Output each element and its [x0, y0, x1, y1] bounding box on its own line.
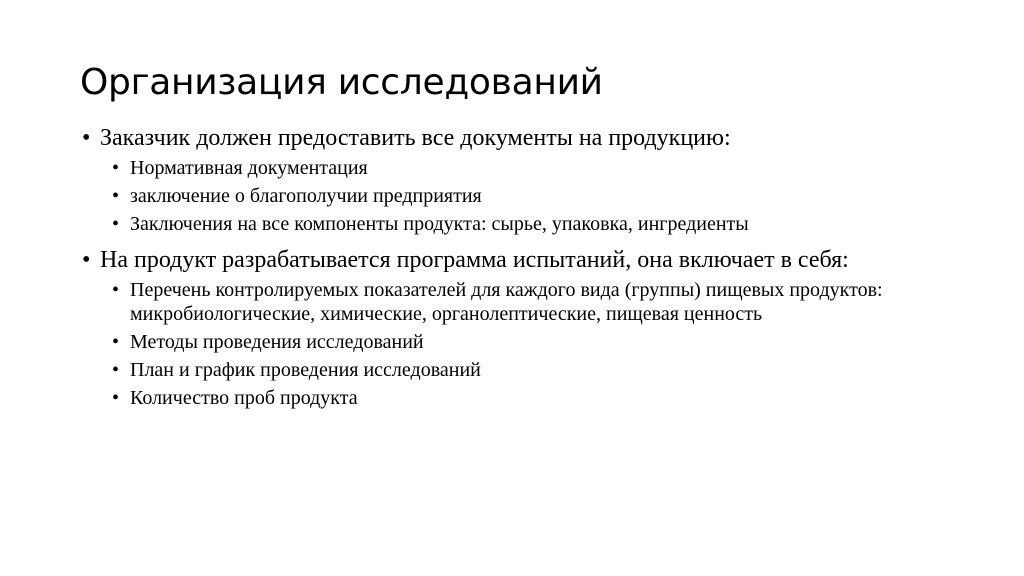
- bullet-dot: •: [112, 279, 120, 301]
- bullet-level2-text: Перечень контролируемых показателей для каждого вида (группы) пищевых продуктов: микробиологические, химические, органолептические, пищевая ценность: [130, 279, 883, 325]
- bullet-level2: [80, 386, 950, 410]
- bullet-level2: [80, 184, 950, 208]
- bullet-level2: [80, 358, 950, 382]
- bullet-level2-text: Количество проб продукта: [130, 387, 358, 409]
- slide-title: Организация исследований: [80, 62, 603, 103]
- slide-content: [80, 124, 950, 410]
- bullet-level2: [80, 156, 950, 180]
- bullet-dot: •: [112, 387, 120, 409]
- sub-bullet-list: [80, 156, 950, 236]
- bullet-dot: •: [112, 213, 120, 235]
- bullet-level2-text: Методы проведения исследований: [130, 331, 424, 353]
- bullet-dot: •: [82, 125, 91, 151]
- sub-bullet-list: [80, 278, 950, 410]
- bullet-level2-text: заключение о благополучии предприятия: [130, 185, 482, 207]
- bullet-level1-text: Заказчик должен предоставить все документы на продукцию:: [100, 125, 731, 151]
- bullet-level2: [80, 278, 950, 326]
- bullet-level2: [80, 212, 950, 236]
- bullet-level2-text: План и график проведения исследований: [130, 359, 481, 381]
- bullet-dot: •: [112, 185, 120, 207]
- bullet-level2-text: Заключения на все компоненты продукта: сырье, упаковка, ингредиенты: [130, 213, 749, 235]
- bullet-dot: •: [82, 247, 91, 273]
- bullet-dot: •: [112, 331, 120, 353]
- bullet-level1-text: На продукт разрабатывается программа испытаний, она включает в себя:: [100, 247, 849, 273]
- bullet-level2-text: Нормативная документация: [130, 157, 368, 179]
- bullet-level2: [80, 330, 950, 354]
- bullet-level1: [80, 246, 950, 274]
- bullet-dot: •: [112, 157, 120, 179]
- bullet-level1: [80, 124, 950, 152]
- bullet-dot: •: [112, 359, 120, 381]
